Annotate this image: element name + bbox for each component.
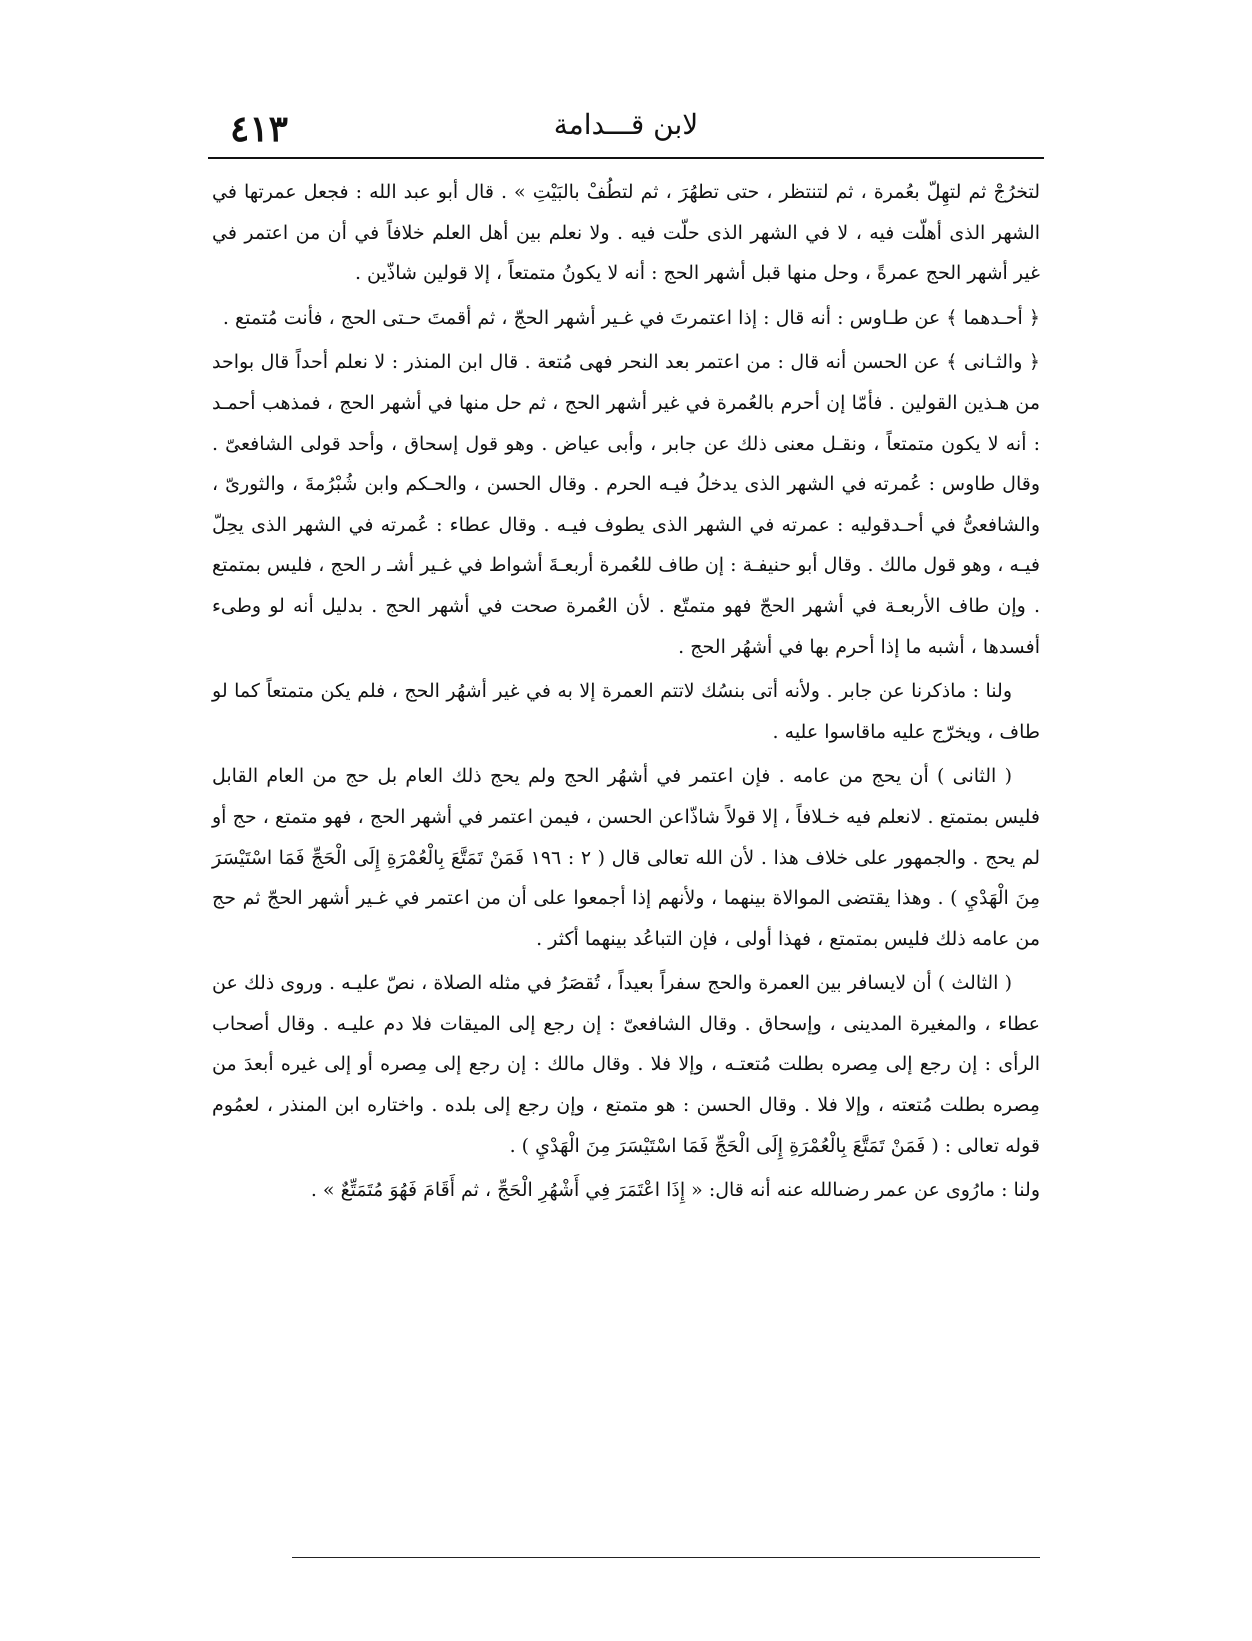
paragraph: لتخرُجْ ثم لتهِلّ بعُمرة ، ثم لتنتظر ، حتى تطهُرَ ، ثم لتطُفْ بالبَيْتِ » . قال أبو عبد الله : فجعل عمرتها في الشهر الذى أهلّت فيه ، لا في الشهر الذى حلّت فيه . ولا نعلم بين أهل العلم خلافاً في أن من اعتمر في غير أشهر الحج عمرةً ، وحل منها قبل أشهر الحج : أنه لا يكونُ متمتعاً ، إلا قولين شاذّين . [212,181,1040,285]
body-text [212,172,1040,1215]
paragraph: ﴿ أحـدهما ﴾ عن طـاوس : أنه قال : إذا اعتمرتَ في غـير أشهر الحجّ ، ثم أقمتَ حـتى الحج ، فأنت مُتمتع . [222,306,1040,329]
footer-divider [292,1557,1040,1558]
paragraph: ولنا : مارُوى عن عمر رضىالله عنه أنه قال: « إِذَا اعْتَمَرَ فِي أَشْهُرِ الْحَجِّ ، ثم أَقَامَ فَهُوَ مُتَمَتِّعٌ » . [310,1179,1040,1202]
page-header [212,100,1040,160]
paragraph: ولنا : ماذكرنا عن جابر . ولأنه أتى بنسُك لاتتم العمرة إلا به في غير أشهُر الحج ، فلم يكن متمتعاً كما لو طاف ، ويخرّج عليه ماقاسوا عليه . [212,680,1040,743]
running-title: لابن قـــدامة [553,108,699,141]
paragraph: ﴿ والثـانى ﴾ عن الحسن أنه قال : من اعتمر بعد النحر فهى مُتعة . قال ابن المنذر : لا نعلم أحداً قال بواحد من هـذين القولين . فأمّا إن أحرم بالعُمرة في غير أشهر الحج ، ثم حل منها في أشهر الحج ، فمذهب أحمـد : أنه لا يكون متمتعاً ، ونقـل معنى ذلك عن جابر ، وأبى عياض . وهو قول إسحاق ، وأحد قولى الشافعىّ . وقال طاوس : عُمرته في الشهر الذى يدخلُ فيـه الحرم . وقال الحسن ، والحـكم وابن شُبْرُمةَ ، والثورىّ ، والشافعىُّ في أحـدقوليه : عمرته في الشهر الذى يطوف فيـه . وقال عطاء : عُمرته في الشهر الذى يحِلّ فيـه ، وهو قول مالك . وقال أبو حنيفـة : إن طاف للعُمرة أربعـةَ أشواط في غـير أشـ ر الحج ، فليس بمتمتع . وإن طاف الأربعـة في أشهر الحجّ فهو متمتّع . لأن العُمرة صحت في أشهر الحج . بدليل أنه لو وطىء أفسدها ، أشبه ما إذا أحرم بها في أشهُر الحج . [212,351,1040,658]
paragraph: ( الثانى ) أن يحج من عامه . فإن اعتمر في أشهُر الحج ولم يحج ذلك العام بل حج من العام القابل فليس بمتمتع . لانعلم فيه خـلافاً ، إلا قولاً شاذّاعن الحسن ، فيمن اعتمر في أشهر الحج ، فهو متمتع ، حج أو لم يحج . والجمهور على خلاف هذا . لأن الله تعالى قال ( ٢ : ١٩٦ فَمَنْ تَمَتَّعَ بِالْعُمْرَةِ إِلَى الْحَجِّ فَمَا اسْتَيْسَرَ مِنَ الْهَدْيِ ) . وهذا يقتضى الموالاة بينهما ، ولأنهم إذا أجمعوا على أن من اعتمر في غـير أشهر الحجّ ثم حج من عامه ذلك فليس بمتمتع ، فهذا أولى ، فإن التباعُد بينهما أكثر . [212,765,1041,950]
paragraph: ( الثالث ) أن لايسافر بين العمرة والحج سفراً بعيداً ، تُقصَرُ في مثله الصلاة ، نصّ عليـه . وروى ذلك عن عطاء ، والمغيرة المدينى ، وإسحاق . وقال الشافعىّ : إن رجع إلى الميقات فلا دم عليـه . وقال أصحاب الرأى : إن رجع إلى مِصره بطلت مُتعتـه ، وإلا فلا . وقال مالك : إن رجع إلى مِصره أو إلى غيره أبعدَ من مِصره بطلت مُتعته ، وإلا فلا . وقال الحسن : هو متمتع ، وإن رجع إلى بلده . واختاره ابن المنذر ، لعمُوم قوله تعالى : ( فَمَنْ تَمَتَّعَ بِالْعُمْرَةِ إِلَى الْحَجِّ فَمَا اسْتَيْسَرَ مِنَ الْهَدْيِ ) . [212,972,1040,1157]
header-divider [208,157,1044,159]
page-number: ٤١٣ [230,108,289,150]
